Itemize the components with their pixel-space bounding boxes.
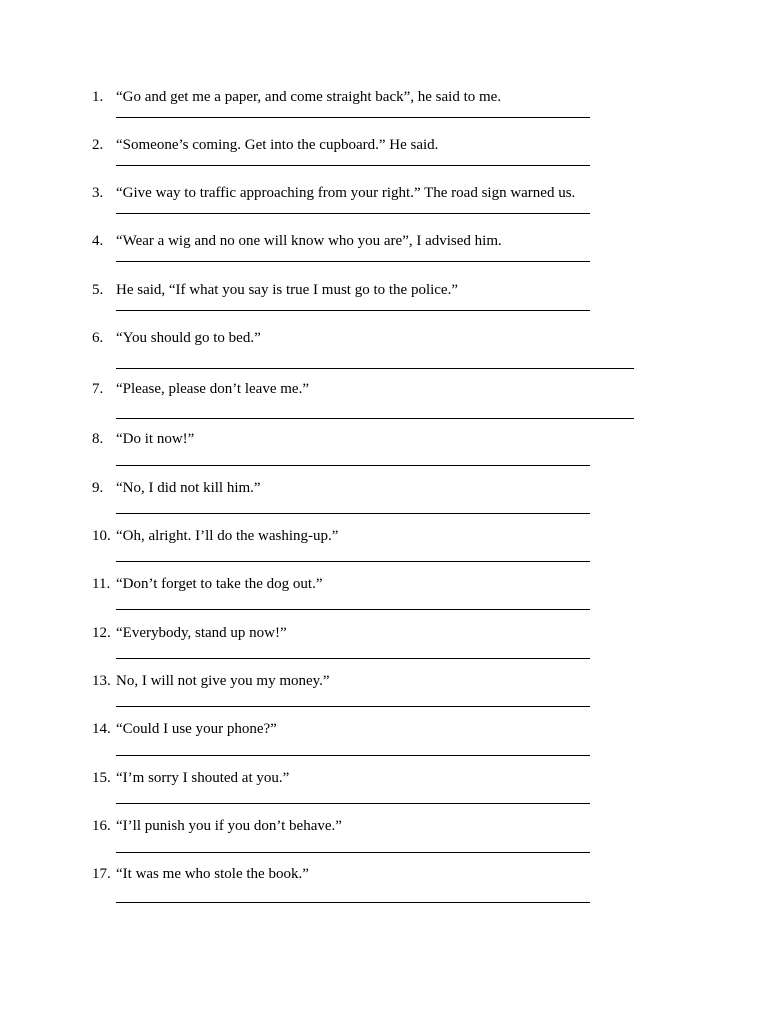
exercise-item (0, 720, 768, 760)
answer-line[interactable] (116, 418, 634, 419)
item-number: 15. (92, 770, 111, 786)
answer-line[interactable] (116, 261, 590, 262)
item-sentence: “Don’t forget to take the dog out.” (116, 576, 323, 592)
answer-line[interactable] (116, 609, 590, 610)
item-number: 14. (92, 721, 111, 737)
exercise-item (0, 329, 768, 369)
item-sentence: “Go and get me a paper, and come straight back”, he said to me. (116, 89, 502, 105)
item-sentence: No, I will not give you my money.” (116, 673, 330, 689)
exercise-item (0, 184, 768, 224)
exercise-item (0, 865, 768, 905)
item-sentence: He said, “If what you say is true I must go to the police.” (116, 282, 458, 298)
answer-line[interactable] (116, 117, 590, 118)
answer-line[interactable] (116, 755, 590, 756)
item-sentence: “Everybody, stand up now!” (116, 625, 287, 641)
exercise-item (0, 527, 768, 567)
item-number: 4. (92, 233, 104, 249)
item-number: 11. (92, 576, 111, 592)
answer-line[interactable] (116, 658, 590, 659)
item-number: 8. (92, 431, 104, 447)
item-sentence: “You should go to bed.” (116, 330, 261, 346)
exercise-item (0, 479, 768, 519)
answer-line[interactable] (116, 902, 590, 903)
item-sentence: “Please, please don’t leave me.” (116, 381, 309, 397)
answer-line[interactable] (116, 706, 590, 707)
exercise-item (0, 769, 768, 809)
item-number: 5. (92, 282, 104, 298)
item-number: 13. (92, 673, 111, 689)
answer-line[interactable] (116, 513, 590, 514)
item-number: 2. (92, 137, 104, 153)
answer-line[interactable] (116, 368, 634, 369)
answer-line[interactable] (116, 310, 590, 311)
item-sentence: “Oh, alright. I’ll do the washing-up.” (116, 528, 339, 544)
answer-line[interactable] (116, 213, 590, 214)
exercise-item (0, 281, 768, 321)
item-sentence: “I’m sorry I shouted at you.” (116, 770, 290, 786)
exercise-item (0, 430, 768, 470)
exercise-item (0, 575, 768, 615)
item-sentence: “I’ll punish you if you don’t behave.” (116, 818, 342, 834)
item-number: 3. (92, 185, 104, 201)
item-number: 6. (92, 330, 104, 346)
exercise-item (0, 672, 768, 712)
item-sentence: “It was me who stole the book.” (116, 866, 309, 882)
exercise-item (0, 232, 768, 272)
answer-line[interactable] (116, 465, 590, 466)
item-sentence: “Do it now!” (116, 431, 195, 447)
exercise-item (0, 136, 768, 176)
item-number: 16. (92, 818, 111, 834)
answer-line[interactable] (116, 561, 590, 562)
exercise-item (0, 88, 768, 128)
answer-line[interactable] (116, 803, 590, 804)
item-number: 10. (92, 528, 111, 544)
item-sentence: “Could I use your phone?” (116, 721, 277, 737)
item-number: 1. (92, 89, 104, 105)
item-number: 17. (92, 866, 111, 882)
item-number: 7. (92, 381, 104, 397)
item-sentence: “No, I did not kill him.” (116, 480, 261, 496)
exercise-item (0, 817, 768, 857)
exercise-item (0, 624, 768, 664)
exercise-item (0, 380, 768, 420)
item-sentence: “Give way to traffic approaching from your right.” The road sign warned us. (116, 185, 576, 201)
answer-line[interactable] (116, 165, 590, 166)
item-number: 9. (92, 480, 104, 496)
item-number: 12. (92, 625, 111, 641)
answer-line[interactable] (116, 852, 590, 853)
item-sentence: “Wear a wig and no one will know who you are”, I advised him. (116, 233, 502, 249)
item-sentence: “Someone’s coming. Get into the cupboard.” He said. (116, 137, 439, 153)
